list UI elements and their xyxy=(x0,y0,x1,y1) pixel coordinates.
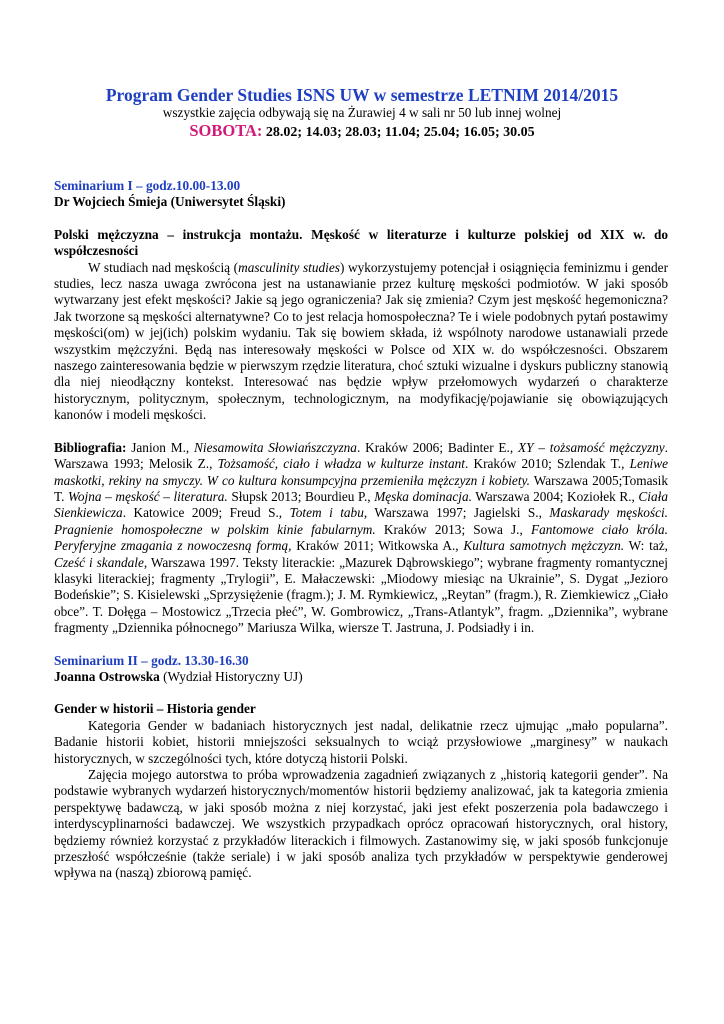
seminar-2-paragraph-1: Kategoria Gender w badaniach historycznych jest nadal, delikatnie rzecz ujmując „mało popularna”. Badanie historii kobiet, historii mniejszości seksualnych to wciąż przysłowiowe „marginesy” w naukach historycznych, w szczególności tych, które dotyczą historii Polski. xyxy=(54,717,668,766)
seminar-1-description: W studiach nad męskością (masculinity studies) wykorzystujemy potencjał i osiągnięcia feminizmu i gender studies, lecz nasza uwaga zwrócona jest na ustanawianie przez kulturę męskości podmiotów. W jaki sposób wytwarzany jest efekt męskości? Jakie są jego ograniczenia? Jak się zmienia? Czym jest męskość hegemoniczna? Jak tworzone są męskości alternatywne? Co to jest relacja homospołeczna? Te i wiele podobnych pytań postawimy męskości(om) w jej(ich) polskim wydaniu. Tak się bowiem składa, iż wspólnoty narodowe ustanawiali przede wszystkim mężczyźni. Będą nas interesowały męskości w Polsce od XIX w. do współczesności. Obszarem naszego zainteresowania będzie w pierwszym rzędzie literatura, choć sztuki wizualne i dyskurs publiczny stanowią dla niej nieodłączny kontekst. Interesować nas będzie wpływ przełomowych wydarzeń o charakterze historycznym, politycznym, społecznym, technologicznym, na modyfikację/pojawianie się obowiązujących kanonów i modeli męskości. xyxy=(54,259,668,423)
page-title: Program Gender Studies ISNS UW w semestrze LETNIM 2014/2015 xyxy=(105,85,619,105)
content xyxy=(54,178,668,882)
bibliography-label: Bibliografia: xyxy=(54,439,127,455)
location-note: wszystkie zajęcia odbywają się na Żurawiej 4 w sali nr 50 lub innej wolnej xyxy=(162,105,562,120)
seminar-1-bibliography: Bibliografia: Janion M., Niesamowita Słowiańszczyzna. Kraków 2006; Badinter E., XY – tożsamość mężczyzny. Warszawa 1993; Melosik Z., Tożsamość, ciało i władza w kulturze instant. Kraków 2010; Szlendak T., Leniwe maskotki, rekiny na smyczy. W co kultura konsumpcyjna przemieniła mężczyzn i kobiety. Warszawa 2005;Tomasik T. Wojna – męskość – literatura. Słupsk 2013; Bourdieu P., Męska dominacja. Warszawa 2004; Koziołek R., Ciała Sienkiewicza. Katowice 2009; Freud S., Totem i tabu, Warszawa 1997; Jagielski S., Maskarady męskości. Pragnienie homospołeczne w polskim kinie fabularnym. Kraków 2013; Sowa J., Fantomowe ciało króla. Peryferyjne zmagania z nowoczesną formą, Kraków 2011; Witkowska A., Kultura samotnych mężczyzn. W: taż, Cześć i skandale, Warszawa 1997. Teksty literackie: „Mazurek Dąbrowskiego”; wybrane fragmenty romantycznej klasyki literackiej; fragmenty „Trylogii”, E. Małaczewski: „Miodowy miesiąc na Ukrainie”, S. Dygat „Jezioro Bodeńskie”; S. Kisielewski „Sprzysiężenie (fragm.); J. M. Rymkiewicz, „Reytan” (fragm.), R. Ziemkiewicz „Ciało obce”. T. Dołęga – Mostowicz „Trzecia płeć”, W. Gombrowicz, „Trans-Atlantyk”, fragm. „Dziennika”, wybrane fragmenty „Dziennika północnego” Mariusza Wilka, wiersze T. Jastruna, J. Podsiadły i in. xyxy=(54,439,668,636)
saturday-dates xyxy=(0,121,724,143)
header xyxy=(0,85,724,143)
dates-list: 28.02; 14.03; 28.03; 11.04; 25.04; 16.05; 30.05 xyxy=(262,125,535,140)
seminar-2-paragraph-2: Zajęcia mojego autorstwa to próba wprowadzenia zagadnień związanych z „historią kategorii gender”. Na podstawie wybranych wydarzeń historycznych/momentów historii będziemy analizować, jak ta kategoria zmienia perspektywę badawczą, w jaki sposób można z niej korzystać, jaki jest efekt poszerzenia pola badawczego i interdyscyplinarności badawczej. We wszystkich przypadkach oprócz opracowań historycznych, oral history, będziemy również korzystać z przykładów literackich i filmowych. Zastanowimy się, w jaki sposób funkcjonuje przeszłość współcześnie (także seriale) i w jaki sposób analiza tych przykładów w perspektywie genderowej wpływa na (naszą) zbiorową pamięć. xyxy=(54,767,668,881)
seminar-1-heading: Seminarium I – godz.10.00-13.00 xyxy=(54,178,241,193)
saturday-label: SOBOTA: xyxy=(189,121,263,140)
seminar-1-lecturer: Dr Wojciech Śmieja (Uniwersytet Śląski) xyxy=(54,194,286,210)
seminar-2-heading: Seminarium II – godz. 13.30-16.30 xyxy=(54,652,249,668)
seminar-2-lecturer: Joanna Ostrowska (Wydział Historyczny UJ) xyxy=(54,668,303,684)
seminar-1-title: Polski mężczyzna – instrukcja montażu. Męskość w literaturze i kulturze polskiej od XIX w. do współczesności xyxy=(54,226,668,259)
seminar-2-title: Gender w historii – Historia gender xyxy=(54,701,256,717)
